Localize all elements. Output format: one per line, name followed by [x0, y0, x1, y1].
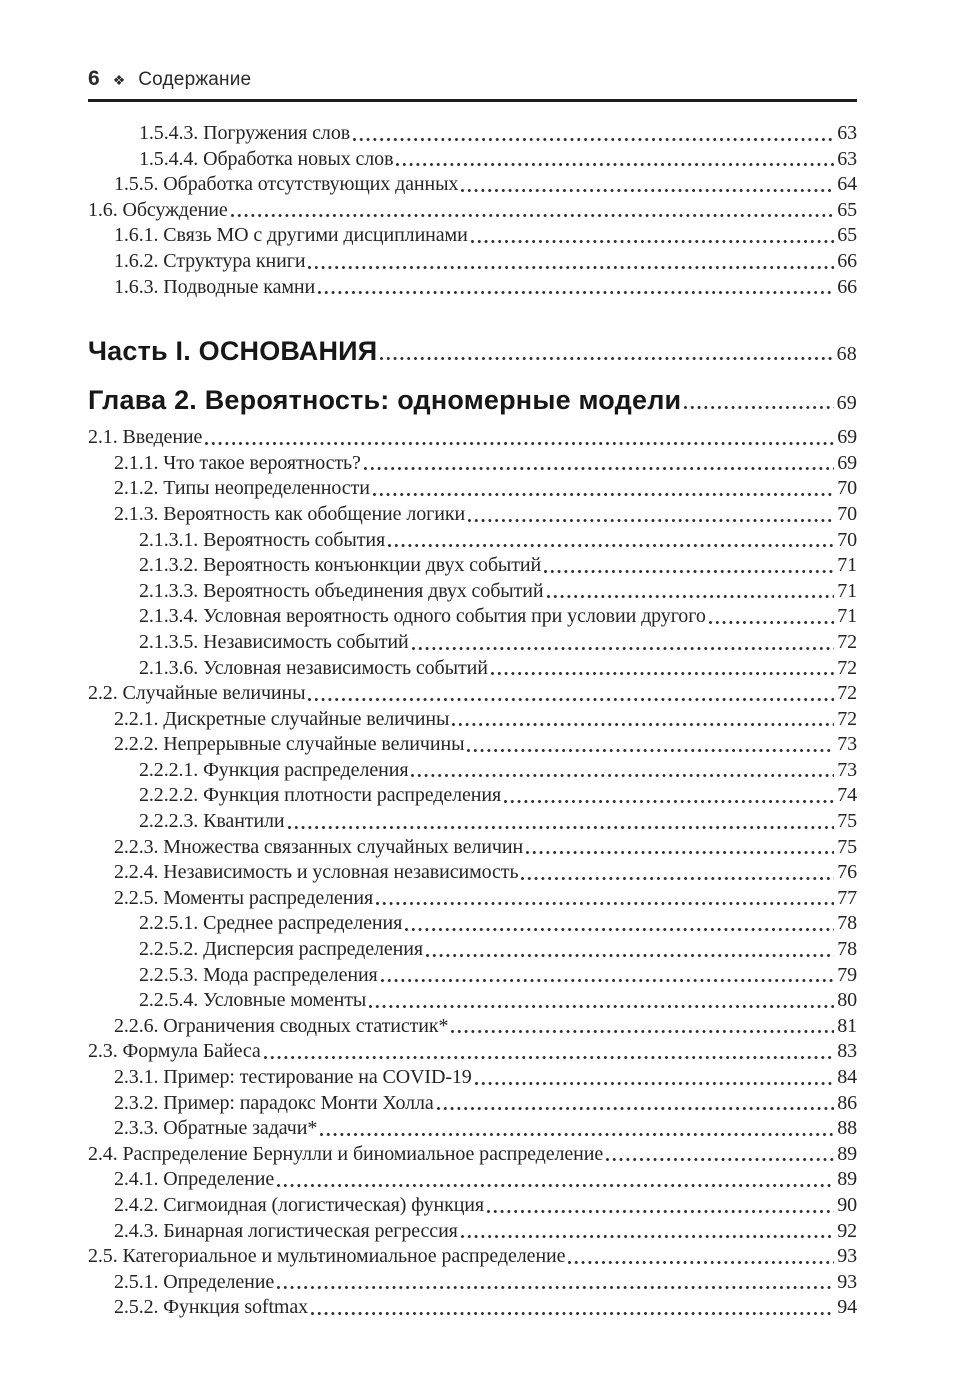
toc-entry [88, 758, 857, 784]
entry-label: 2.2.6. Ограничения сводных статистик* [114, 1014, 449, 1037]
dot-leader [366, 988, 837, 1014]
toc-entry [88, 707, 857, 733]
entry-page-number: 81 [837, 1014, 857, 1037]
dot-leader [706, 604, 837, 630]
entry-page-number: 73 [837, 733, 857, 756]
toc-entry [88, 1039, 857, 1065]
dot-leader [458, 172, 837, 198]
entry-page-number: 80 [837, 989, 857, 1012]
dot-leader [361, 451, 837, 477]
dot-leader [378, 963, 838, 989]
toc-entry [88, 579, 857, 605]
toc-entry [88, 1244, 857, 1270]
entry-label: 2.1. Введение [88, 426, 203, 449]
entry-page-number: 94 [837, 1296, 857, 1319]
entry-page-number: 63 [837, 122, 857, 144]
entry-label: 2.1.2. Типы неопределенности [114, 477, 370, 500]
dot-leader [458, 1219, 837, 1245]
toc-entry [88, 1116, 857, 1142]
entry-label: 2.1.3.2. Вероятность конъюнкции двух событий [139, 554, 542, 577]
toc-entry [88, 1219, 857, 1245]
toc-entry [88, 1295, 857, 1321]
dot-leader [402, 911, 837, 937]
entry-label: 2.2.1. Дискретные случайные величины [114, 707, 450, 730]
dot-leader [408, 758, 837, 784]
entry-label: 2.4.1. Определение [114, 1168, 275, 1191]
toc-entry [88, 223, 857, 249]
toc-entry [88, 604, 857, 630]
entry-page-number: 65 [837, 198, 857, 221]
dot-leader [472, 1065, 838, 1091]
toc-entry [88, 1014, 857, 1040]
entry-page-number: 70 [837, 528, 857, 551]
entry-label: 2.5.1. Определение [114, 1270, 275, 1293]
entry-label: 1.5.4.4. Обработка новых слов [139, 147, 394, 170]
entry-page-number: 77 [837, 886, 857, 909]
entry-label: 1.5.5. Обработка отсутствующих данных [114, 173, 459, 196]
entry-label: 2.2. Случайные величины [88, 682, 306, 705]
dot-leader [488, 656, 837, 682]
dot-leader [544, 579, 838, 605]
entry-page-number: 76 [837, 861, 857, 884]
toc-entry [88, 809, 857, 835]
entry-page-number: 73 [837, 758, 857, 781]
entry-page-number: 66 [837, 249, 857, 272]
entry-label: 2.1.1. Что такое вероятность? [114, 451, 361, 474]
dot-leader [465, 502, 837, 528]
dot-leader [393, 147, 837, 173]
dot-leader [317, 1116, 837, 1142]
dot-leader [385, 528, 837, 554]
entry-page-number: 89 [837, 1142, 857, 1165]
entry-label: 2.2.5.3. Мода распределения [139, 963, 378, 986]
entry-label: 2.4.2. Сигмоидная (логистическая) функция [114, 1193, 485, 1216]
dot-leader [681, 385, 836, 416]
dot-leader [315, 275, 837, 301]
dot-leader [448, 1014, 837, 1040]
entry-label: 1.6. Обсуждение [88, 198, 228, 221]
dot-leader [305, 249, 837, 275]
dot-leader [501, 783, 837, 809]
entry-page-number: 64 [837, 173, 857, 196]
dot-leader [274, 1270, 837, 1296]
dot-leader [565, 1244, 837, 1270]
entry-page-number: 93 [837, 1245, 857, 1268]
dot-leader [274, 1167, 837, 1193]
toc-chapter-heading [88, 385, 857, 416]
entry-label: 2.1.3.1. Вероятность события [139, 528, 386, 551]
toc-entry [88, 732, 857, 758]
entry-label: 1.6.1. Связь МО с другими дисциплинами [114, 224, 468, 247]
toc-entry [88, 911, 857, 937]
part-page-number: 68 [836, 342, 857, 365]
toc-entry [88, 681, 857, 707]
toc-entry [88, 963, 857, 989]
entry-page-number: 75 [837, 835, 857, 858]
dot-leader [305, 681, 837, 707]
dot-leader [434, 1091, 838, 1117]
dot-leader [308, 1295, 837, 1321]
entry-label: 2.3. Формула Байеса [88, 1040, 261, 1063]
entry-label: 1.5.4.3. Погружения слов [139, 122, 351, 144]
chapter-page-number: 69 [836, 391, 857, 414]
entry-label: 2.2.4. Независимость и условная независимость [114, 861, 519, 884]
toc-entry [88, 656, 857, 682]
toc-entry [88, 121, 857, 147]
entry-page-number: 78 [837, 912, 857, 935]
entry-page-number: 72 [837, 682, 857, 705]
dot-leader [228, 198, 838, 224]
entry-page-number: 63 [837, 147, 857, 170]
entry-label: 2.4.3. Бинарная логистическая регрессия [114, 1219, 458, 1242]
toc-part-heading [88, 336, 857, 367]
toc-entry [88, 1270, 857, 1296]
entry-label: 2.2.5.2. Дисперсия распределения [139, 938, 423, 961]
dot-leader [350, 121, 837, 147]
entry-label: 1.6.2. Структура книги [114, 249, 306, 272]
dot-leader [377, 336, 836, 367]
toc-entry [88, 249, 857, 275]
entry-page-number: 89 [837, 1168, 857, 1191]
entry-label: 2.3.3. Обратные задачи* [114, 1117, 318, 1140]
entry-label: 2.2.5.4. Условные моменты [139, 989, 367, 1012]
entry-page-number: 78 [837, 938, 857, 961]
entry-page-number: 93 [837, 1270, 857, 1293]
toc-entry [88, 630, 857, 656]
dot-leader [449, 707, 837, 733]
entry-page-number: 72 [837, 707, 857, 730]
toc-entry [88, 476, 857, 502]
toc-entry [88, 425, 857, 451]
entry-page-number: 69 [837, 451, 857, 474]
part-title: Часть I. ОСНОВАНИЯ [88, 336, 378, 367]
dot-leader [523, 835, 837, 861]
toc-entry [88, 451, 857, 477]
entry-label: 2.5. Категориальное и мультиномиальное распределение [88, 1245, 566, 1268]
entry-page-number: 79 [837, 963, 857, 986]
entry-label: 2.2.3. Множества связанных случайных величин [114, 835, 524, 858]
entry-page-number: 74 [837, 784, 857, 807]
dot-leader [541, 553, 837, 579]
entry-page-number: 65 [837, 224, 857, 247]
dot-leader [373, 886, 837, 912]
entry-page-number: 86 [837, 1091, 857, 1114]
dot-leader [261, 1039, 838, 1065]
entry-label: 2.1.3.3. Вероятность объединения двух событий [139, 579, 544, 602]
entry-label: 2.2.5.1. Среднее распределения [139, 912, 403, 935]
toc-entry [88, 988, 857, 1014]
toc-entry [88, 835, 857, 861]
toc-entry [88, 528, 857, 554]
entry-label: 2.1.3.4. Условная вероятность одного события при условии другого [139, 605, 706, 628]
entry-label: 1.6.3. Подводные камни [114, 275, 316, 298]
toc-entry [88, 1142, 857, 1168]
entry-page-number: 71 [837, 605, 857, 628]
entry-label: 2.3.2. Пример: парадокс Монти Холла [114, 1091, 434, 1114]
running-header [88, 66, 857, 93]
toc-entry [88, 886, 857, 912]
toc-entry [88, 553, 857, 579]
entry-page-number: 71 [837, 579, 857, 602]
entry-page-number: 70 [837, 477, 857, 500]
toc-entry [88, 860, 857, 886]
entry-label: 2.1.3.6. Условная независимость событий [139, 656, 488, 679]
entry-label: 2.1.3.5. Независимость событий [139, 630, 409, 653]
entry-page-number: 71 [837, 554, 857, 577]
toc-entry [88, 502, 857, 528]
dot-leader [409, 630, 838, 656]
entry-page-number: 75 [837, 810, 857, 833]
entry-page-number: 90 [837, 1193, 857, 1216]
toc-entry [88, 937, 857, 963]
entry-label: 2.2.5. Моменты распределения [114, 886, 374, 909]
dot-leader [423, 937, 837, 963]
entry-page-number: 88 [837, 1117, 857, 1140]
entry-label: 2.2.2.2. Функция плотности распределения [139, 784, 502, 807]
entry-page-number: 69 [837, 426, 857, 449]
toc-entry [88, 1167, 857, 1193]
entry-page-number: 92 [837, 1219, 857, 1242]
chapter-title: Глава 2. Вероятность: одномерные модели [88, 385, 682, 416]
dot-leader [464, 732, 837, 758]
entry-label: 2.1.3. Вероятность как обобщение логики [114, 502, 466, 525]
toc-entry [88, 172, 857, 198]
entry-label: 2.2.2.3. Квантили [139, 810, 285, 833]
header-rule [88, 99, 857, 102]
toc-entry [88, 1091, 857, 1117]
dot-leader [370, 476, 837, 502]
dot-leader [202, 425, 837, 451]
toc-entry [88, 1065, 857, 1091]
entry-label: 2.2.2.1. Функция распределения [139, 758, 409, 781]
dot-leader [603, 1142, 837, 1168]
entry-page-number: 72 [837, 656, 857, 679]
toc-entry [88, 1193, 857, 1219]
toc-entry [88, 147, 857, 173]
toc-entry [88, 198, 857, 224]
header-title: Содержание [138, 69, 252, 90]
header-page-number: 6 [88, 67, 100, 90]
entry-page-number: 72 [837, 630, 857, 653]
dot-leader [468, 223, 837, 249]
entry-label: 2.5.2. Функция softmax [114, 1296, 309, 1319]
diamond-ornament-icon: ❖ [112, 72, 126, 88]
entry-page-number: 70 [837, 502, 857, 525]
entry-label: 2.2.2. Непрерывные случайные величины [114, 733, 465, 756]
entry-page-number: 66 [837, 275, 857, 298]
dot-leader [285, 809, 838, 835]
dot-leader [518, 860, 837, 886]
dot-leader [484, 1193, 837, 1219]
toc-list [88, 121, 857, 1321]
toc-entry [88, 783, 857, 809]
entry-page-number: 83 [837, 1040, 857, 1063]
toc-entry [88, 275, 857, 301]
entry-label: 2.3.1. Пример: тестирование на COVID-19 [114, 1066, 472, 1088]
entry-label: 2.4. Распределение Бернулли и биномиальное распределение [88, 1142, 604, 1165]
entry-page-number: 84 [837, 1066, 857, 1088]
